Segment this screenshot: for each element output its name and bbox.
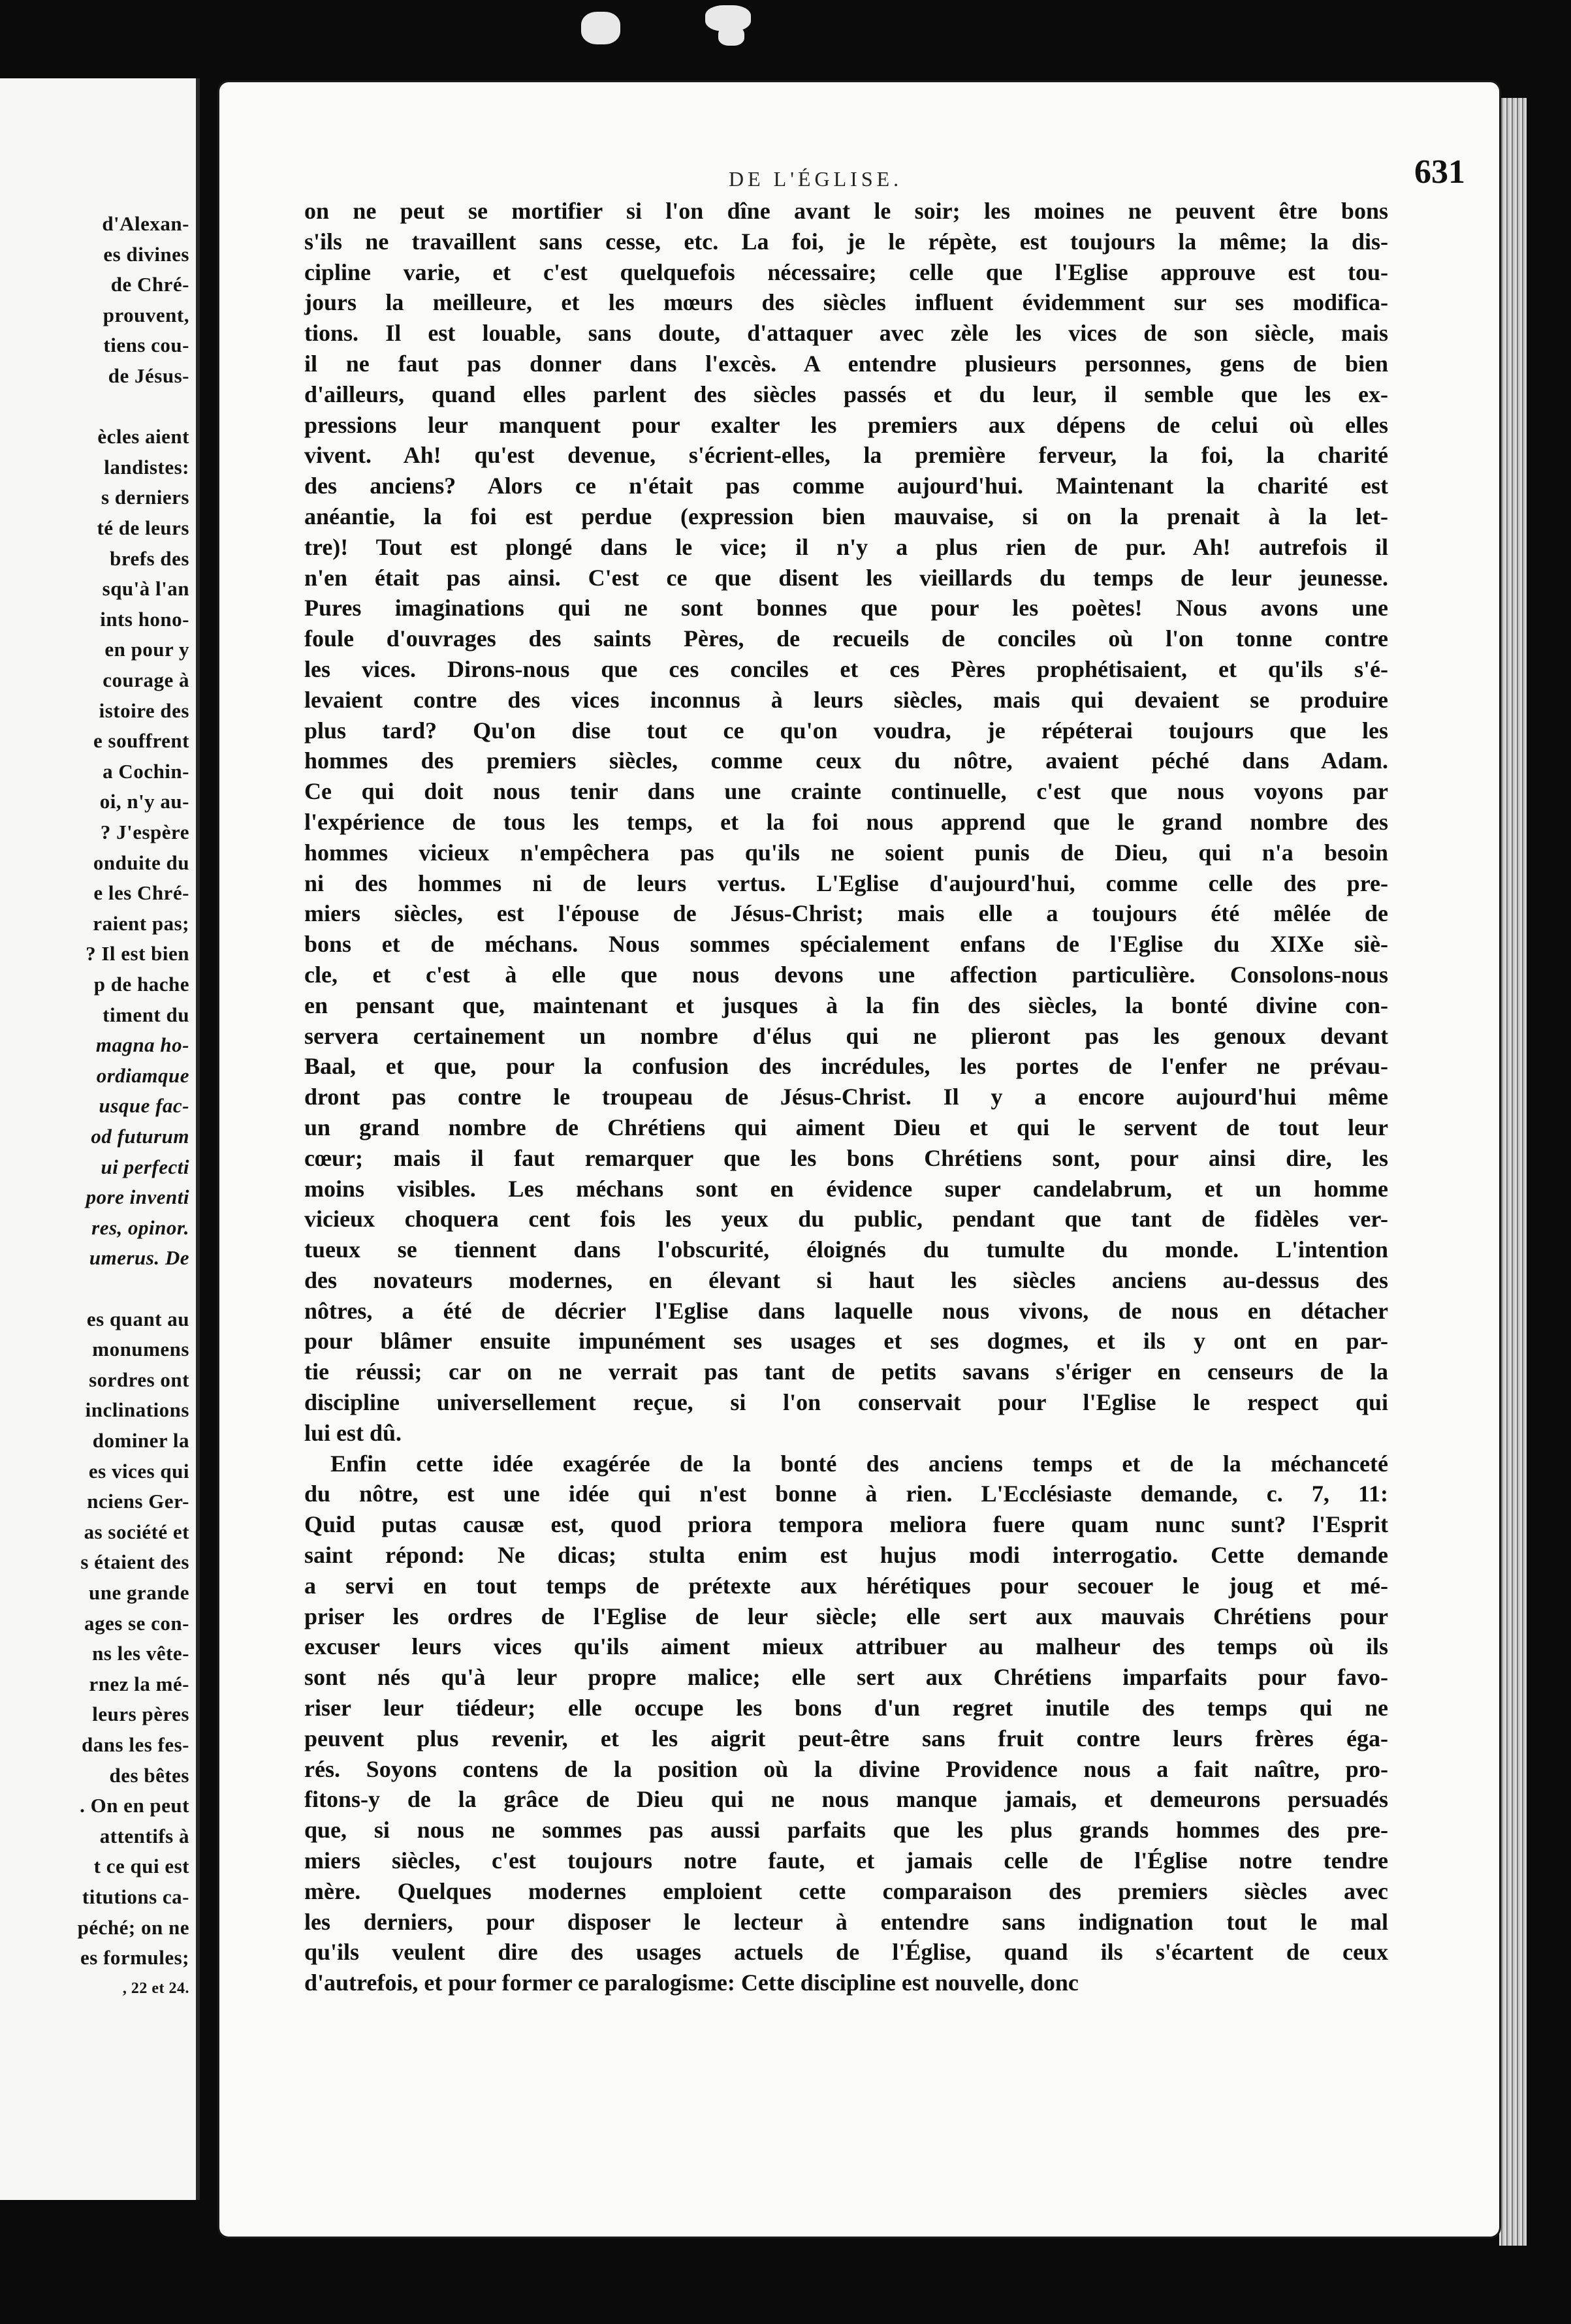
- text-line: cœur; mais il faut remarquer que les bons Chrétiens sont, pour ainsi dire, les: [304, 1144, 1388, 1171]
- text-line: excuser leurs vices qu'ils aiment mieux attribuer au malheur des temps où ils: [304, 1633, 1388, 1660]
- text-line: on ne peut se mortifier si l'on dîne avant le soir; les moines ne peuvent être bons: [304, 198, 1388, 224]
- text-line: vicieux choquera cent fois les yeux du public, pendant que tant de fidèles ver-: [304, 1206, 1388, 1233]
- left-page-fragment: magna ho-: [95, 1033, 189, 1057]
- left-page-fragment: courage à: [103, 668, 189, 691]
- text-line: miers siècles, c'est toujours notre faute, et jamais celle de l'Église notre tendre: [304, 1847, 1388, 1874]
- left-page-fragment: onduite du: [93, 851, 189, 874]
- text-line: n'en était pas ainsi. C'est ce que disent les vieillards du temps de leur jeunesse.: [304, 564, 1388, 591]
- text-line: l'expérience de tous les temps, et la foi nous apprend que le grand nombre des: [304, 808, 1388, 835]
- text-line: riser leur tiédeur; elle occupe les bons d'un regret inutile des temps qui ne: [304, 1695, 1388, 1721]
- text-line: lui est dû.: [304, 1419, 402, 1446]
- left-page-fragment: od futurum: [91, 1125, 189, 1148]
- left-page-fragment: leurs pères: [92, 1703, 189, 1726]
- left-page-fragment: attentifs à: [99, 1824, 189, 1847]
- left-page-fragment: ordiamque: [96, 1063, 189, 1087]
- running-title: DE L'ÉGLISE.: [729, 167, 903, 191]
- text-line: jours la meilleure, et les mœurs des siècles influent évidemment sur ses modifica-: [304, 289, 1388, 316]
- page-number: 631: [1414, 153, 1465, 191]
- text-line: tueux se tiennent dans l'obscurité, éloignés du tumulte du monde. L'intention: [304, 1236, 1388, 1263]
- text-line: discipline universellement reçue, si l'on conservait pour l'Eglise le respect qui: [304, 1389, 1388, 1416]
- left-page-fragment: , 22 et 24.: [122, 1979, 189, 1997]
- text-line: que, si nous ne sommes pas aussi parfaits que les plus grands hommes des pre-: [304, 1817, 1388, 1844]
- text-line: miers siècles, est l'épouse de Jésus-Christ; mais elle a toujours été mêlée de: [304, 900, 1388, 927]
- text-line: les derniers, pour disposer le lecteur à entendre sans indignation tout le mal: [304, 1908, 1388, 1935]
- page-edge-stack: [1499, 98, 1527, 2246]
- text-line: du nôtre, est une idée qui n'est bonne à rien. L'Ecclésiaste demande, c. 7, 11:: [304, 1481, 1388, 1507]
- left-page-fragment: dans les fes-: [82, 1733, 189, 1756]
- left-page-fragment: titutions ca-: [82, 1885, 189, 1908]
- text-line: cle, et c'est à elle que nous devons une affection particulière. Consolons-nous: [304, 961, 1388, 988]
- previous-page-strip: [0, 78, 200, 2200]
- text-line: Ce qui doit nous tenir dans une crainte continuelle, c'est que nous voyons par: [304, 778, 1388, 805]
- left-page-fragment: des bêtes: [109, 1763, 189, 1787]
- left-page-fragment: brefs des: [110, 546, 189, 570]
- left-page-fragment: . On en peut: [80, 1794, 189, 1817]
- text-line: fitons-y de la grâce de Dieu qui ne nous manque jamais, et demeurons persuadés: [304, 1786, 1388, 1813]
- text-line: peuvent plus revenir, et les aigrit peut-être sans fruit contre leurs frères éga-: [304, 1725, 1388, 1751]
- text-line: plus tard? Qu'on dise tout ce qu'on voudra, je répéterai toujours que les: [304, 717, 1388, 744]
- left-page-fragment: ècles aient: [97, 425, 189, 448]
- scan-debris: [718, 26, 744, 46]
- left-page-fragment: monumens: [92, 1338, 189, 1361]
- left-page-fragment: de Jésus-: [108, 364, 189, 387]
- left-page-fragment: pore inventi: [86, 1186, 189, 1209]
- left-page-fragment: as société et: [84, 1520, 189, 1543]
- left-page-fragment: raient pas;: [93, 911, 189, 935]
- text-line: foule d'ouvrages des saints Pères, de recueils de conciles où l'on tonne contre: [304, 625, 1388, 652]
- left-page-fragment: té de leurs: [97, 516, 189, 539]
- left-page-fragment: sordres ont: [89, 1368, 189, 1391]
- left-page-fragment: es divines: [103, 242, 189, 266]
- text-line: cipline varie, et c'est quelquefois nécessaire; celle que l'Eglise approuve est tou-: [304, 259, 1388, 285]
- text-line: servera certainement un nombre d'élus qui ne plieront pas les genoux devant: [304, 1022, 1388, 1049]
- text-line: pour blâmer ensuite impunément ses usages et ses dogmes, et ils y ont en par-: [304, 1328, 1388, 1355]
- text-line: les vices. Dirons-nous que ces conciles et ces Pères prophétisaient, et qu'ils s'é-: [304, 655, 1388, 682]
- left-page-fragment: ? J'espère: [100, 821, 189, 843]
- text-line: tre)! Tout est plongé dans le vice; il n'y a plus rien de pur. Ah! autrefois il: [304, 533, 1388, 560]
- text-line: en pensant que, maintenant et jusques à la fin des siècles, la bonté divine con-: [304, 992, 1388, 1018]
- left-page-fragment: ui perfecti: [101, 1155, 189, 1178]
- left-page-fragment: inclinations: [85, 1398, 189, 1422]
- left-page-fragment: une grande: [89, 1581, 189, 1604]
- book-page: [219, 82, 1499, 2237]
- left-page-fragment: de Chré-: [110, 273, 189, 296]
- left-page-fragment: prouvent,: [103, 303, 189, 326]
- left-page-fragment: p de hache: [93, 973, 189, 996]
- left-page-fragment: dominer la: [92, 1429, 189, 1452]
- left-page-fragment: en pour y: [104, 638, 189, 661]
- left-page-fragment: e les Chré-: [93, 881, 189, 905]
- text-line: a servi en tout temps de prétexte aux hérétiques pour secouer le joug et mé-: [304, 1572, 1388, 1599]
- body-text: [304, 196, 1388, 1998]
- text-line: un grand nombre de Chrétiens qui aiment Dieu et qui le servent de tout leur: [304, 1114, 1388, 1140]
- text-line: mère. Quelques modernes emploient cette comparaison des premiers siècles avec: [304, 1877, 1388, 1904]
- text-line: tions. Il est louable, sans doute, d'attaquer avec zèle les vices de son siècle, mais: [304, 320, 1388, 347]
- left-page-fragment: nciens Ger-: [87, 1490, 189, 1513]
- left-page-fragment: ints hono-: [100, 607, 189, 631]
- scan-debris: [581, 12, 620, 44]
- text-line: Enfin cette idée exagérée de la bonté des anciens temps et de la méchanceté: [330, 1450, 1388, 1477]
- text-line: saint répond: Ne dicas; stulta enim est hujus modi interrogatio. Cette demande: [304, 1542, 1388, 1569]
- text-line: d'ailleurs, quand elles parlent des siècles passés et du leur, il semble que les ex-: [304, 381, 1388, 407]
- left-page-fragment: t ce qui est: [93, 1855, 189, 1878]
- text-line: levaient contre des vices inconnus à leurs siècles, mais qui devaient se produire: [304, 686, 1388, 713]
- text-line: pressions leur manquent pour exalter les premiers aux dépens de celui où elles: [304, 411, 1388, 438]
- text-line: tie réussi; car on ne verrait pas tant de petits savans s'ériger en censeurs de la: [304, 1358, 1388, 1385]
- text-line: Quid putas causæ est, quod priora tempora meliora fuere quam nunc sunt? l'Esprit: [304, 1511, 1388, 1538]
- text-line: des novateurs modernes, en élevant si haut les siècles anciens au-dessus des: [304, 1266, 1388, 1293]
- left-page-fragment: a Cochin-: [103, 759, 189, 783]
- left-page-fragment: tiens cou-: [103, 334, 189, 357]
- left-page-fragment: usque fac-: [99, 1094, 189, 1118]
- left-page-fragment: ns les vête-: [92, 1642, 189, 1665]
- text-line: sont nés qu'à leur propre malice; elle sert aux Chrétiens imparfaits pour favo-: [304, 1664, 1388, 1691]
- left-page-fragment: timent du: [103, 1003, 189, 1026]
- text-line: hommes des premiers siècles, comme ceux du nôtre, avaient péché dans Adam.: [304, 747, 1388, 774]
- left-page-fragment: es quant au: [86, 1307, 189, 1330]
- text-line: Baal, et que, pour la confusion des incrédules, les portes de l'enfer ne prévau-: [304, 1053, 1388, 1080]
- left-page-fragment: es vices qui: [88, 1459, 189, 1483]
- left-page-fragment: e souffrent: [93, 729, 189, 753]
- text-line: priser les ordres de l'Eglise de leur siècle; elle sert aux mauvais Chrétiens pour: [304, 1603, 1388, 1629]
- left-page-fragment: péché; on ne: [77, 1915, 189, 1939]
- text-line: vivent. Ah! qu'est devenue, s'écrient-elles, la première ferveur, la foi, la charité: [304, 442, 1388, 469]
- left-page-fragment: rnez la mé-: [89, 1672, 189, 1695]
- left-page-fragment: squ'à l'an: [102, 577, 189, 601]
- left-page-fragment: landistes:: [104, 455, 189, 479]
- left-page-fragment: d'Alexan-: [102, 212, 189, 235]
- left-page-fragment: ? Il est bien: [86, 942, 189, 966]
- left-page-fragment: s derniers: [101, 486, 189, 509]
- left-page-fragment: res, opinor.: [91, 1216, 189, 1239]
- text-line: s'ils ne travaillent sans cesse, etc. La foi, je le répète, est toujours la même; la dis-: [304, 228, 1388, 255]
- text-line: Pures imaginations qui ne sont bonnes que pour les poètes! Nous avons une: [304, 595, 1388, 621]
- text-line: ni des hommes ni de leurs vertus. L'Eglise d'aujourd'hui, comme celle des pre-: [304, 870, 1388, 896]
- left-page-fragment: oi, n'y au-: [99, 790, 189, 813]
- left-page-fragment: istoire des: [99, 699, 189, 722]
- text-line: dront pas contre le troupeau de Jésus-Christ. Il y a encore aujourd'hui même: [304, 1084, 1388, 1110]
- text-line: qu'ils veulent dire des usages actuels de l'Église, quand ils s'écartent de ceux: [304, 1939, 1388, 1966]
- left-page-fragment: es formules;: [80, 1946, 189, 1970]
- text-line: d'autrefois, et pour former ce paralogisme: Cette discipline est nouvelle, donc: [304, 1970, 1079, 1996]
- left-page-fragment: umerus. De: [89, 1246, 189, 1270]
- text-line: bons et de méchans. Nous sommes spécialement enfans de l'Eglise du XIXe siè-: [304, 931, 1388, 958]
- text-line: des anciens? Alors ce n'était pas comme aujourd'hui. Maintenant la charité est: [304, 473, 1388, 499]
- left-page-fragment: s étaient des: [80, 1550, 189, 1574]
- text-line: anéantie, la foi est perdue (expression bien mauvaise, si on la prenait à la let-: [304, 503, 1388, 529]
- text-line: rés. Soyons contens de la position où la divine Providence nous a fait naître, pro-: [304, 1755, 1388, 1782]
- text-line: hommes vicieux n'empêchera pas qu'ils ne soient punis de Dieu, qui n'a besoin: [304, 839, 1388, 866]
- left-page-fragment: ages se con-: [84, 1611, 189, 1635]
- text-line: il ne faut pas donner dans l'excès. A entendre plusieurs personnes, gens de bien: [304, 350, 1388, 377]
- text-line: nôtres, a été de décrier l'Eglise dans laquelle nous vivons, de nous en détacher: [304, 1297, 1388, 1324]
- text-line: moins visibles. Les méchans sont en évidence super candelabrum, et un homme: [304, 1175, 1388, 1202]
